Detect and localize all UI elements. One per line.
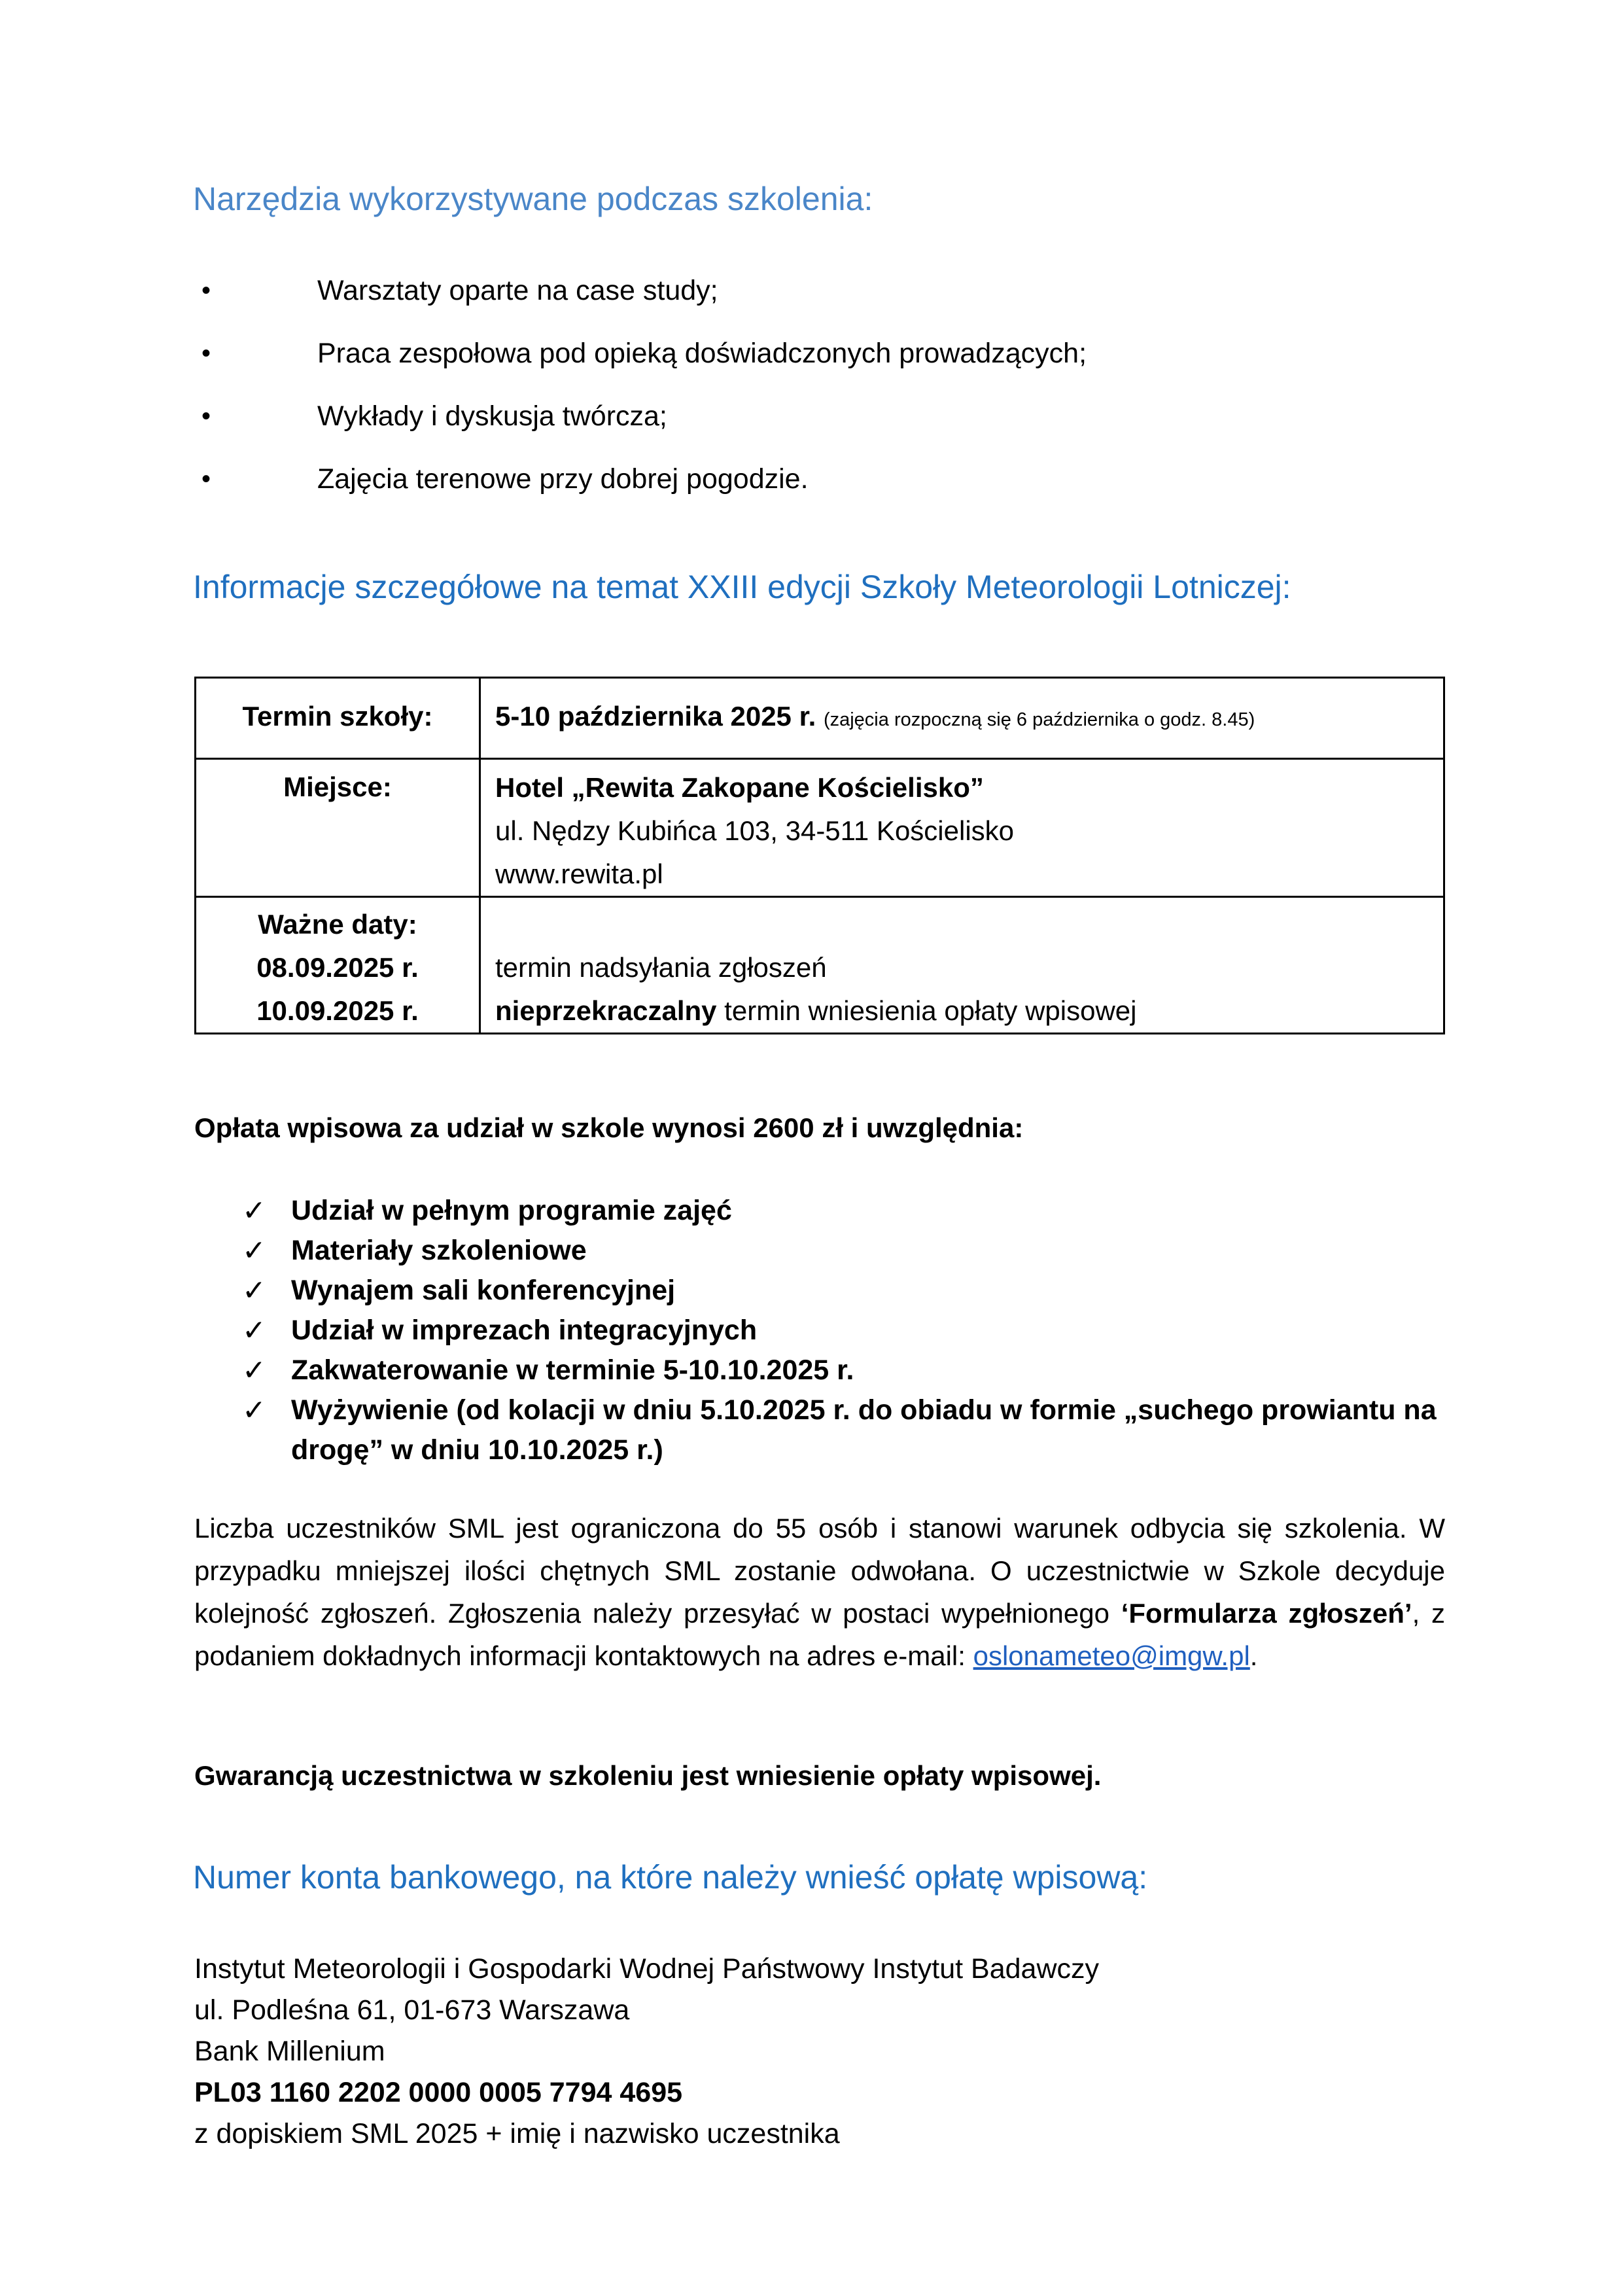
details-heading: Informacje szczegółowe na temat XXIII edycji Szkoły Meteorologii Lotniczej: — [193, 569, 1291, 605]
list-item — [242, 1191, 1446, 1231]
tools-heading: Narzędzia wykorzystywane podczas szkolenia: — [193, 181, 873, 217]
tools-list — [201, 270, 1087, 521]
bank-address: ul. Podleśna 61, 01-673 Warszawa — [194, 1994, 630, 2026]
list-item — [201, 458, 1087, 521]
checkmark-icon: ✓ — [242, 1275, 266, 1307]
guarantee-note: Gwarancją uczestnictwa w szkoleniu jest wniesienie opłaty wpisowej. — [194, 1760, 1102, 1791]
date-2-text: termin wniesienia opłaty wpisowej — [716, 995, 1137, 1026]
checkmark-icon: ✓ — [242, 1315, 266, 1347]
fee-items-list — [242, 1191, 1446, 1470]
list-item-text: Wynajem sali konferencyjnej — [291, 1275, 676, 1306]
dates-cell — [480, 897, 1444, 1034]
participants-paragraph — [194, 1507, 1445, 1677]
paragraph-text: . — [1249, 1640, 1258, 1671]
checkmark-icon: ✓ — [242, 1195, 266, 1227]
bank-heading: Numer konta bankowego, na które należy wnieść opłatę wpisową: — [193, 1859, 1148, 1896]
list-item-text: Zajęcia terenowe przy dobrej pogodzie. — [317, 463, 809, 495]
table-row — [196, 897, 1444, 1034]
place-label-cell — [196, 759, 480, 897]
bullet-icon: • — [201, 339, 211, 368]
bank-name: Bank Millenium — [194, 2036, 385, 2067]
list-item-text: Zakwaterowanie w terminie 5-10.10.2025 r. — [291, 1354, 854, 1386]
list-item-text: Udział w pełnym programie zajęć — [291, 1195, 732, 1226]
dates-label: Ważne daty: — [258, 909, 417, 940]
bullet-icon: • — [201, 402, 211, 431]
list-item — [242, 1231, 1446, 1271]
list-item — [242, 1351, 1446, 1390]
fee-title: Opłata wpisowa za udział w szkole wynosi 2600 zł i uwzględnia: — [194, 1112, 1024, 1143]
list-item — [242, 1390, 1446, 1470]
list-item-text: Udział w imprezach integracyjnych — [291, 1315, 758, 1346]
bank-details — [194, 1949, 1099, 2155]
paragraph-text: Liczba uczestników SML jest ograniczona do 55 osób i stanowi warunek odbycia się szkolenia. W przypadku mniejszej ilości chętnych SML zostanie odwołana. O uczestnictwie w Szkole decyduje kolejność zgłoszeń. Zgłoszenia należy przesyłać w postaci wypełnionego — [194, 1513, 1445, 1629]
list-item-text: Praca zespołowa pod opieką doświadczonych prowadzących; — [317, 338, 1087, 369]
list-item-text: Warsztaty oparte na case study; — [317, 275, 718, 306]
list-item — [201, 332, 1087, 395]
bank-transfer-note: z dopiskiem SML 2025 + imię i nazwisko uczestnika — [194, 2118, 840, 2149]
dates-label-cell — [196, 897, 480, 1034]
list-item-text: Wykłady i dyskusja twórcza; — [317, 400, 667, 432]
date-1-description: termin nadsyłania zgłoszeń — [495, 952, 827, 983]
place-name: Hotel „Rewita Zakopane Kościelisko” — [495, 772, 984, 803]
term-value: 5-10 października 2025 r. — [495, 701, 816, 732]
date-1: 08.09.2025 r. — [256, 952, 419, 983]
term-label: Termin szkoły: — [196, 678, 480, 759]
bank-institution: Instytut Meteorologii i Gospodarki Wodnej Państwowy Instytut Badawczy — [194, 1953, 1100, 1985]
list-item — [242, 1311, 1446, 1351]
bank-account-number: PL03 1160 2202 0000 0005 7794 4695 — [194, 2077, 683, 2108]
place-label: Miejsce: — [283, 771, 392, 802]
list-item — [242, 1271, 1446, 1311]
place-address: ul. Nędzy Kubińca 103, 34-511 Kościelisko — [495, 815, 1015, 846]
bullet-icon: • — [201, 276, 211, 305]
checkmark-icon: ✓ — [242, 1235, 266, 1267]
form-name: ‘Formularza zgłoszeń’ — [1121, 1598, 1412, 1629]
place-cell — [480, 759, 1444, 897]
date-2-emphasis: nieprzekraczalny — [495, 995, 717, 1026]
list-item-text: Materiały szkoleniowe — [291, 1235, 587, 1266]
paragraph-text: , z podaniem dokładnych informacji kontaktowych na adres e-mail: — [194, 1598, 1446, 1671]
term-cell — [480, 678, 1444, 759]
table-row — [196, 678, 1444, 759]
email-link[interactable]: oslonameteo@imgw.pl — [973, 1640, 1250, 1671]
details-table — [194, 677, 1445, 1034]
date-2: 10.09.2025 r. — [256, 995, 419, 1026]
list-item — [201, 270, 1087, 332]
term-note: (zajęcia rozpoczną się 6 października o godz. 8.45) — [823, 709, 1255, 730]
table-row — [196, 759, 1444, 897]
bullet-icon: • — [201, 465, 211, 493]
list-item-text: Wyżywienie (od kolacji w dniu 5.10.2025 r. do obiadu w formie „suchego prowiantu na drogę” w dniu 10.10.2025 r.) — [291, 1394, 1437, 1466]
place-website[interactable]: www.rewita.pl — [495, 858, 663, 889]
checkmark-icon: ✓ — [242, 1394, 266, 1426]
date-2-description — [495, 989, 1443, 1033]
checkmark-icon: ✓ — [242, 1354, 266, 1386]
list-item — [201, 395, 1087, 458]
